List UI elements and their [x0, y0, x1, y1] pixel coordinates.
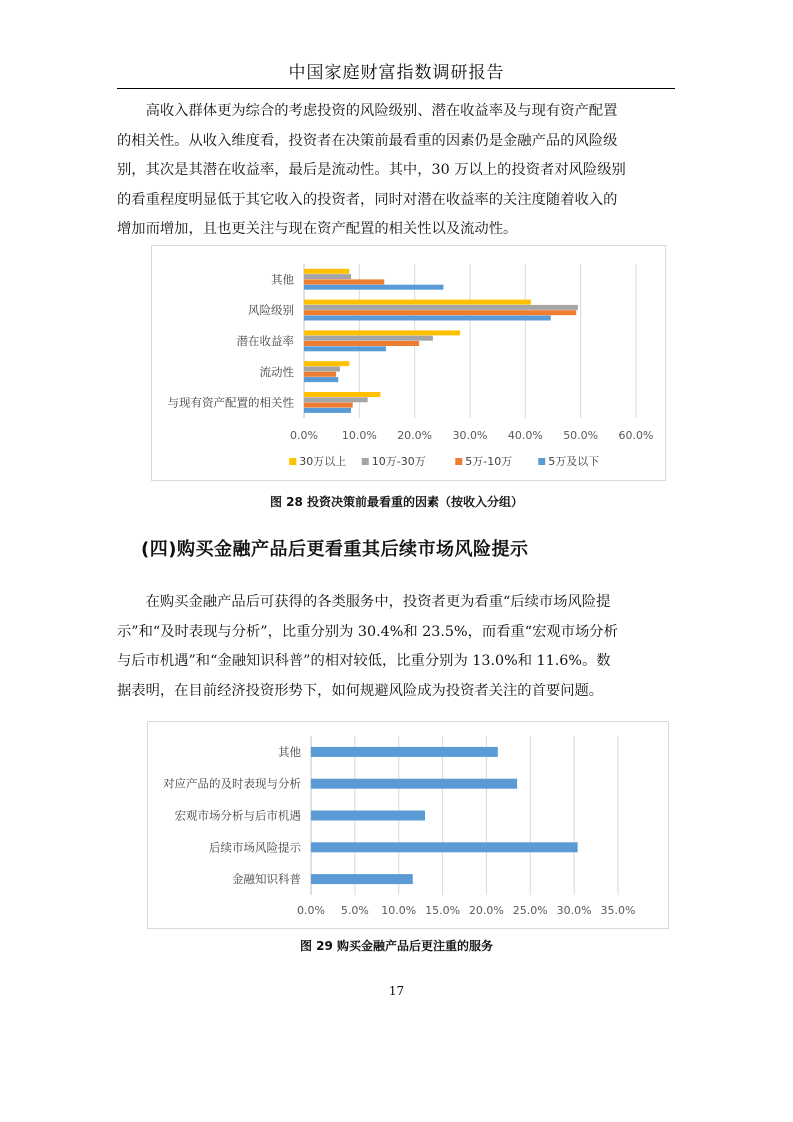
bar: [304, 336, 433, 341]
category-label: 宏观市场分析与后市机遇: [174, 808, 301, 823]
section-heading: (四)购买金融产品后更看重其后续市场风险提示: [141, 539, 529, 560]
chart-28-svg: [152, 246, 665, 480]
x-tick-label: 0.0%: [297, 904, 325, 917]
bar: [304, 397, 368, 402]
legend-swatch: [455, 458, 462, 465]
paragraph-line: 的相关性。从收入维度看，投资者在决策前最看重的因素仍是金融产品的风险级: [117, 132, 618, 149]
bar: [304, 372, 336, 377]
x-tick-label: 40.0%: [507, 429, 543, 442]
paragraph-line: 增加而增加，且也更关注与现在资产配置的相关性以及流动性。: [117, 221, 518, 237]
category-label: 与现有资产配置的相关性: [167, 395, 294, 410]
bar: [304, 367, 340, 372]
bar: [304, 403, 353, 408]
paragraph-line: 高收入群体更为综合的考虑投资的风险级别、潜在收益率及与现有资产配置: [145, 103, 618, 119]
legend-swatch: [538, 458, 545, 465]
bar: [304, 341, 419, 346]
chart-29-svg: [148, 722, 668, 928]
bar: [304, 377, 338, 382]
bar: [304, 316, 551, 321]
category-label: 其他: [278, 744, 301, 759]
x-tick-label: 35.0%: [600, 904, 636, 917]
x-tick-label: 30.0%: [452, 429, 488, 442]
chart-figure-29: [147, 721, 669, 929]
legend-entry: 5万及以下: [548, 455, 600, 468]
bar: [304, 346, 386, 351]
x-tick-label: 20.0%: [468, 904, 504, 917]
figure-29-caption: 图 29 购买金融产品后更注重的服务: [299, 939, 494, 953]
category-label: 对应产品的及时表现与分析: [163, 776, 301, 791]
bar: [304, 305, 578, 310]
paragraph-line: 示”和“及时表现与分析”，比重分别为 30.4%和 23.5%，而看重“宏观市场分析: [117, 623, 618, 640]
bar: [311, 842, 578, 852]
legend-entry: 5万-10万: [465, 455, 513, 468]
bar: [304, 330, 460, 335]
x-tick-label: 0.0%: [290, 429, 318, 442]
bar: [304, 269, 349, 274]
category-label: 后续市场风险提示: [209, 840, 301, 855]
legend-swatch: [289, 458, 296, 465]
paragraph-post-purchase: [117, 588, 679, 706]
bar: [304, 392, 380, 397]
x-tick-label: 60.0%: [618, 429, 654, 442]
x-tick-label: 20.0%: [397, 429, 433, 442]
page-header-title: 中国家庭财富指数调研报告: [288, 63, 505, 83]
bar: [304, 274, 351, 279]
header-divider: [117, 88, 675, 89]
bar: [311, 811, 425, 821]
paragraph-line: 与后市机遇”和“金融知识科普”的相对较低，比重分别为 13.0%和 11.6%。数: [117, 653, 611, 669]
bar: [304, 300, 531, 305]
category-label: 潜在收益率: [236, 334, 294, 348]
category-label: 其他: [271, 272, 294, 287]
bar: [311, 874, 413, 884]
legend-swatch: [362, 458, 369, 465]
figure-28-caption: 图 28 投资决策前最看重的因素（按收入分组）: [269, 495, 524, 509]
paragraph-line: 据表明，在目前经济投资形势下，如何规避风险成为投资者关注的首要问题。: [117, 682, 604, 699]
x-tick-label: 10.0%: [381, 904, 417, 917]
legend-entry: 10万-30万: [371, 455, 426, 468]
paragraph-line: 的看重程度明显低于其它收入的投资者，同时对潜在收益率的关注度随着收入的: [117, 191, 618, 208]
category-label: 金融知识科普: [232, 872, 301, 887]
x-tick-label: 30.0%: [556, 904, 592, 917]
bar: [304, 285, 443, 290]
x-tick-label: 50.0%: [563, 429, 599, 442]
paragraph-line: 在购买金融产品后可获得的各类服务中，投资者更为看重“后续市场风险提: [145, 594, 611, 610]
bar: [304, 408, 351, 413]
x-tick-label: 10.0%: [341, 429, 377, 442]
bar: [304, 361, 349, 366]
chart-figure-28: [151, 245, 666, 481]
x-tick-label: 5.0%: [340, 904, 369, 917]
x-tick-label: 15.0%: [425, 904, 461, 917]
bar: [304, 279, 384, 284]
bar: [311, 779, 517, 789]
legend-entry: 30万以上: [299, 455, 347, 468]
paragraph-income-factors: [117, 97, 679, 245]
category-label: 风险级别: [248, 303, 294, 318]
category-label: 流动性: [259, 364, 294, 379]
bar: [311, 747, 498, 757]
paragraph-line: 别，其次是其潜在收益率，最后是流动性。其中，30 万以上的投资者对风险级别: [117, 162, 626, 178]
page-number: 17: [388, 984, 405, 998]
bar: [304, 310, 576, 315]
x-tick-label: 25.0%: [512, 904, 548, 917]
